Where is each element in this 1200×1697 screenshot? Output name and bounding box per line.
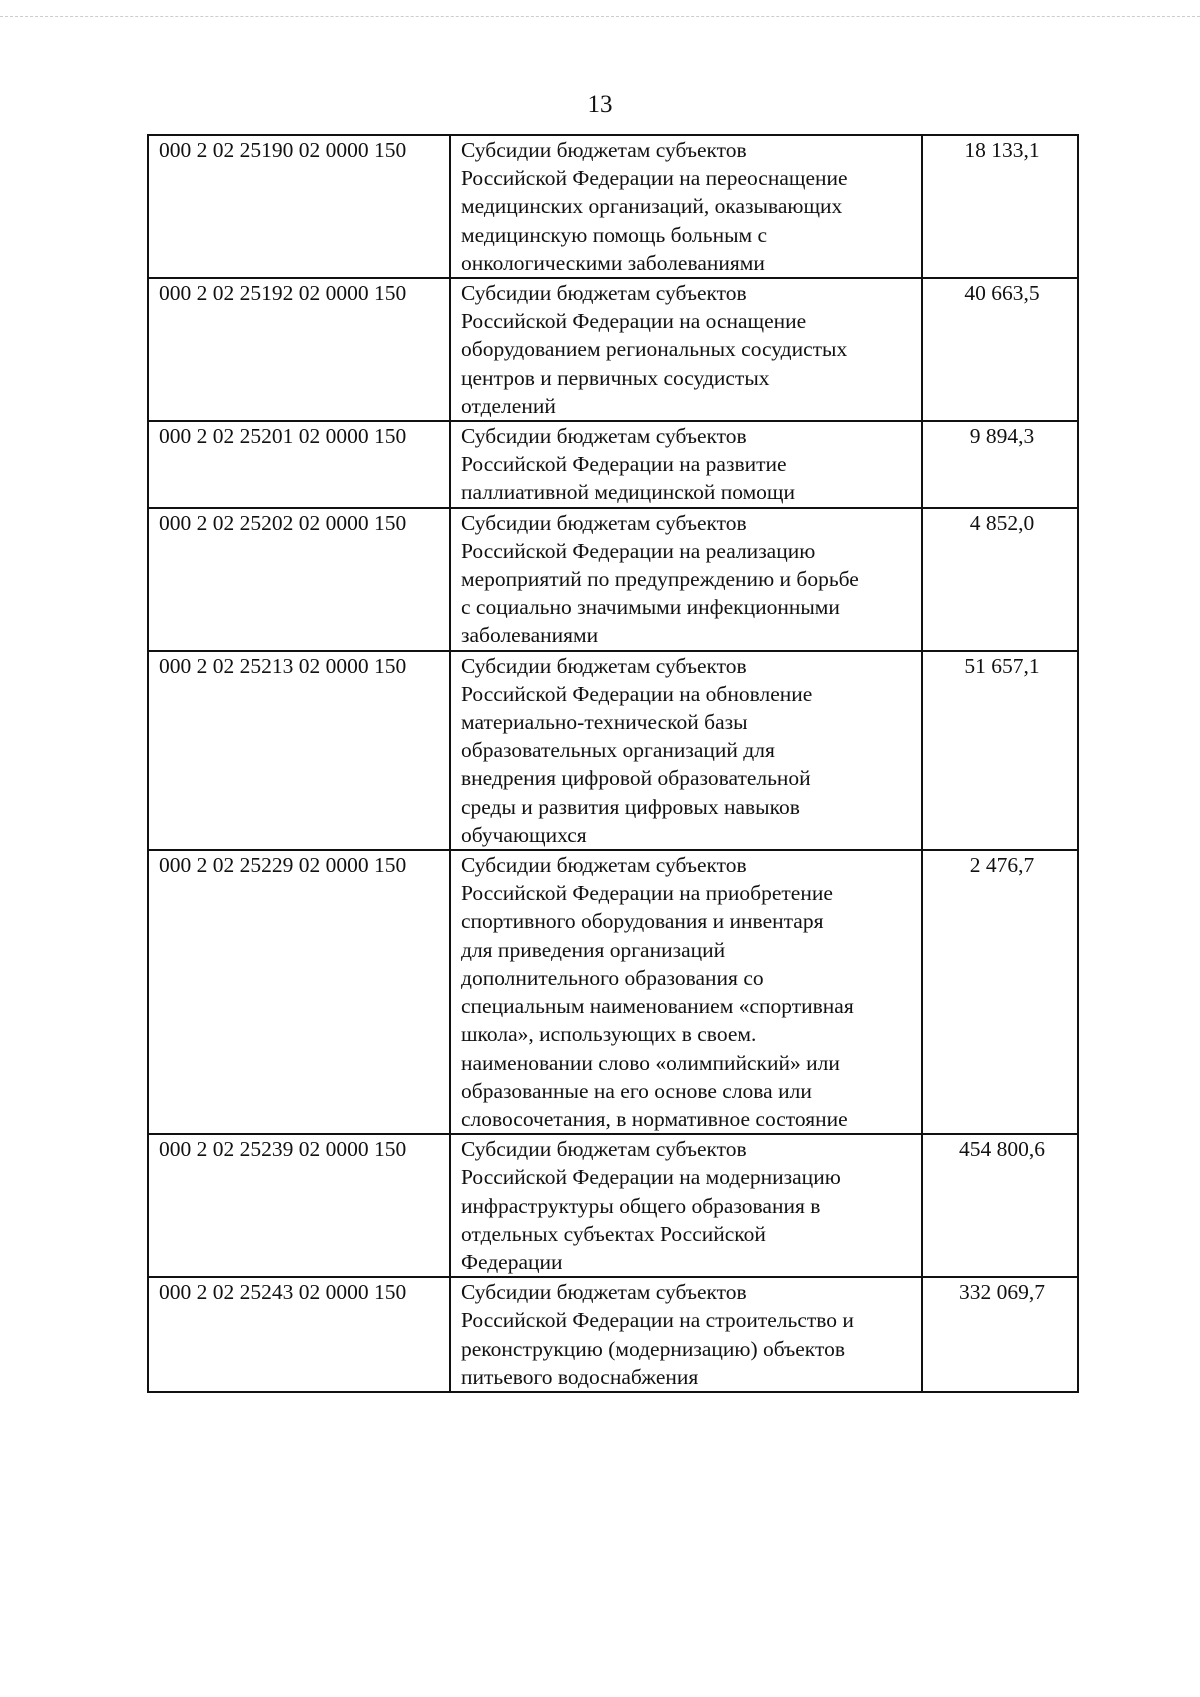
amount-cell: 51 657,1 xyxy=(922,651,1078,850)
table-row xyxy=(148,850,1078,1134)
table-row xyxy=(148,1134,1078,1277)
page-number: 13 xyxy=(587,91,613,118)
budget-code-cell: 000 2 02 25201 02 0000 150 xyxy=(148,421,450,508)
budget-table xyxy=(147,134,1079,1393)
budget-code-cell: 000 2 02 25239 02 0000 150 xyxy=(148,1134,450,1277)
table-row xyxy=(148,508,1078,651)
table-row xyxy=(148,421,1078,508)
amount-cell: 332 069,7 xyxy=(922,1277,1078,1392)
table-row xyxy=(148,135,1078,278)
description-cell: Субсидии бюджетам субъектов Российской Федерации на переоснащение медицинских организаций, оказывающих медицинскую помощь больным с онкологическими заболеваниями xyxy=(450,135,922,278)
amount-cell: 2 476,7 xyxy=(922,850,1078,1134)
table-row xyxy=(148,1277,1078,1392)
budget-code-cell: 000 2 02 25202 02 0000 150 xyxy=(148,508,450,651)
description-cell: Субсидии бюджетам субъектов Российской Федерации на строительство и реконструкцию (модернизацию) объектов питьевого водоснабжения xyxy=(450,1277,922,1392)
amount-cell: 4 852,0 xyxy=(922,508,1078,651)
description-cell: Субсидии бюджетам субъектов Российской Федерации на обновление материально-технической базы образовательных организаций для внедрения цифровой образовательной среды и развития цифровых навыков обучающихся xyxy=(450,651,922,850)
budget-code-cell: 000 2 02 25229 02 0000 150 xyxy=(148,850,450,1134)
budget-code-cell: 000 2 02 25190 02 0000 150 xyxy=(148,135,450,278)
amount-cell: 40 663,5 xyxy=(922,278,1078,421)
budget-table-body xyxy=(148,135,1078,1392)
scan-edge-artifact xyxy=(0,16,1200,17)
budget-code-cell: 000 2 02 25213 02 0000 150 xyxy=(148,651,450,850)
description-cell: Субсидии бюджетам субъектов Российской Федерации на развитие паллиативной медицинской помощи xyxy=(450,421,922,508)
description-cell: Субсидии бюджетам субъектов Российской Федерации на приобретение спортивного оборудования и инвентаря для приведения организаций дополнительного образования со специальным наименованием «спортивная школа», использующих в своем. наименовании слово «олимпийский» или образованные на его основе слова или словосочетания, в нормативное состояние xyxy=(450,850,922,1134)
budget-code-cell: 000 2 02 25192 02 0000 150 xyxy=(148,278,450,421)
description-cell: Субсидии бюджетам субъектов Российской Федерации на модернизацию инфраструктуры общего образования в отдельных субъектах Российской Федерации xyxy=(450,1134,922,1277)
description-cell: Субсидии бюджетам субъектов Российской Федерации на оснащение оборудованием региональных сосудистых центров и первичных сосудистых отделений xyxy=(450,278,922,421)
budget-code-cell: 000 2 02 25243 02 0000 150 xyxy=(148,1277,450,1392)
table-row xyxy=(148,278,1078,421)
amount-cell: 454 800,6 xyxy=(922,1134,1078,1277)
amount-cell: 18 133,1 xyxy=(922,135,1078,278)
description-cell: Субсидии бюджетам субъектов Российской Федерации на реализацию мероприятий по предупреждению и борьбе с социально значимыми инфекционными заболеваниями xyxy=(450,508,922,651)
amount-cell: 9 894,3 xyxy=(922,421,1078,508)
table-row xyxy=(148,651,1078,850)
